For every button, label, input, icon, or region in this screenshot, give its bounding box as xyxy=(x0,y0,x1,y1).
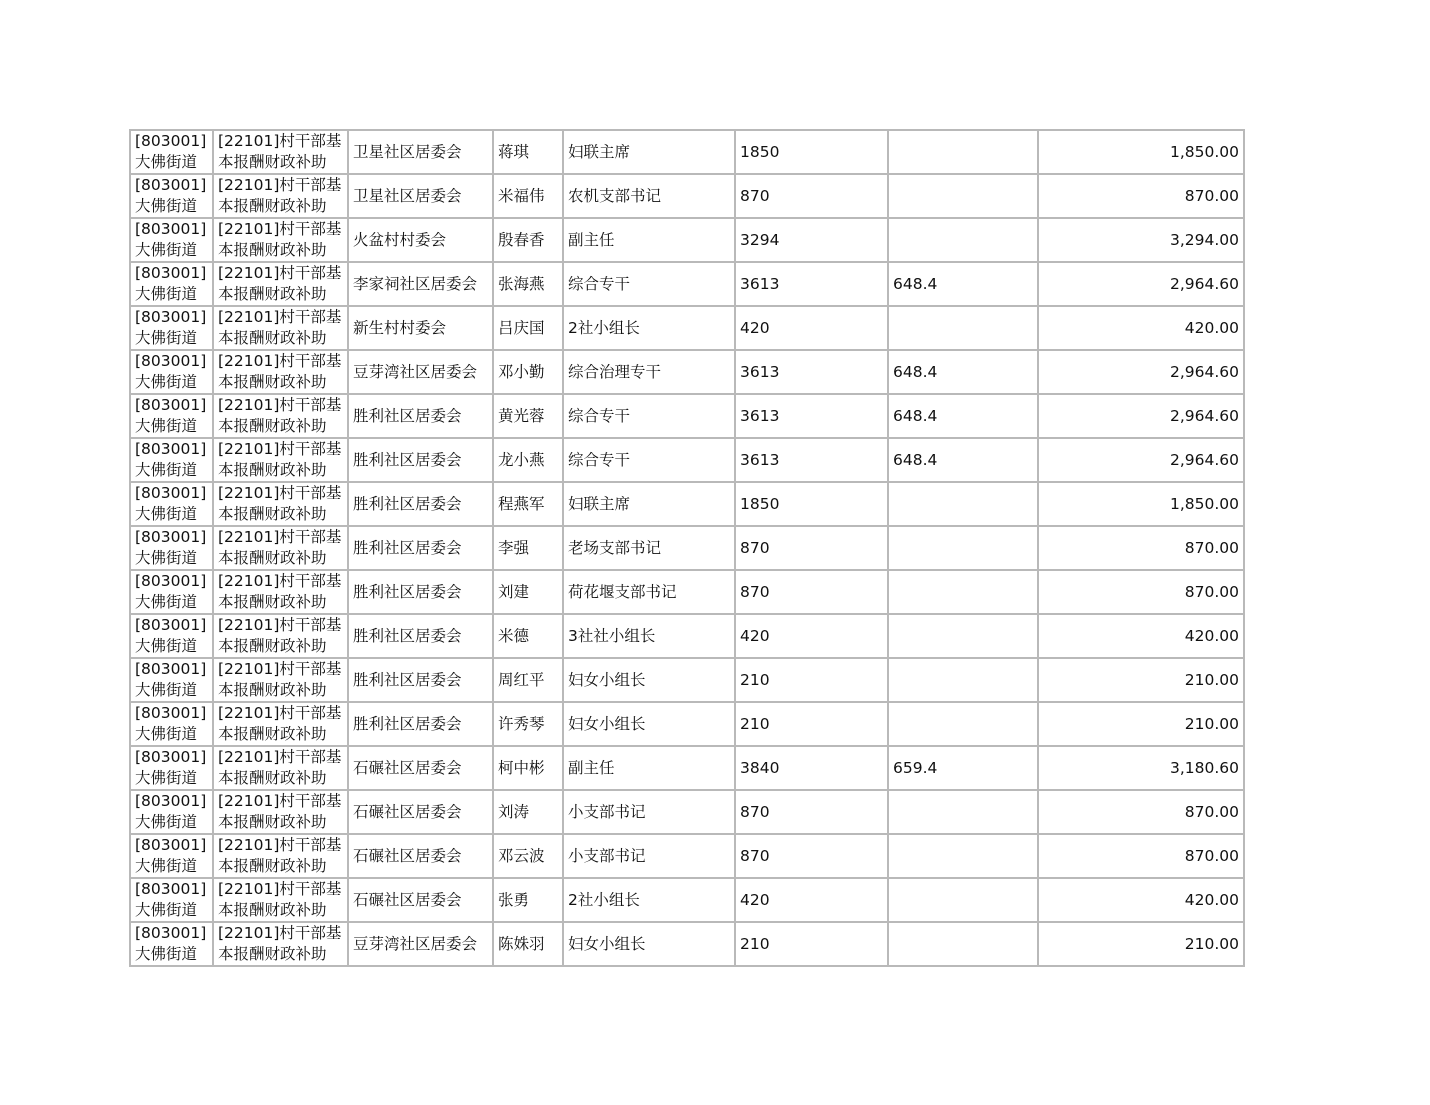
cell-amount: 870 xyxy=(735,570,888,614)
cell-project-line: [22101]村干部基 xyxy=(218,572,342,590)
cell-position: 副主任 xyxy=(563,746,735,790)
cell-organization: 火盆村村委会 xyxy=(348,218,493,262)
cell-unit-line: 大佛街道 xyxy=(135,813,198,831)
cell-unit-line: [803001] xyxy=(135,176,207,194)
cell-project-line: [22101]村干部基 xyxy=(218,484,342,502)
cell-organization: 石碾社区居委会 xyxy=(348,790,493,834)
cell-amount: 3613 xyxy=(735,438,888,482)
cell-organization: 石碾社区居委会 xyxy=(348,746,493,790)
table-row xyxy=(130,130,1244,174)
cell-unit-line: 大佛街道 xyxy=(135,153,198,171)
cell-project-line: 本报酬财政补助 xyxy=(218,549,327,567)
cell-project-line: 本报酬财政补助 xyxy=(218,593,327,611)
cell-project-line: [22101]村干部基 xyxy=(218,616,342,634)
cell-deduction xyxy=(888,570,1038,614)
cell-project xyxy=(213,262,348,306)
cell-total: 420.00 xyxy=(1038,878,1244,922)
table-row xyxy=(130,878,1244,922)
cell-project-line: 本报酬财政补助 xyxy=(218,637,327,655)
cell-unit-line: 大佛街道 xyxy=(135,725,198,743)
cell-unit xyxy=(130,482,213,526)
cell-unit-line: [803001] xyxy=(135,352,207,370)
cell-project xyxy=(213,702,348,746)
cell-amount: 210 xyxy=(735,922,888,966)
cell-unit xyxy=(130,262,213,306)
cell-unit-line: 大佛街道 xyxy=(135,945,198,963)
cell-project-line: 本报酬财政补助 xyxy=(218,813,327,831)
cell-position: 综合专干 xyxy=(563,262,735,306)
cell-unit xyxy=(130,570,213,614)
cell-amount: 210 xyxy=(735,702,888,746)
cell-position: 小支部书记 xyxy=(563,790,735,834)
cell-unit-line: [803001] xyxy=(135,660,207,678)
cell-unit-line: [803001] xyxy=(135,132,207,150)
cell-unit-line: [803001] xyxy=(135,616,207,634)
cell-project-line: [22101]村干部基 xyxy=(218,352,342,370)
cell-unit-line: 大佛街道 xyxy=(135,285,198,303)
cell-deduction xyxy=(888,658,1038,702)
cell-organization: 胜利社区居委会 xyxy=(348,482,493,526)
cell-project xyxy=(213,174,348,218)
cell-project-line: 本报酬财政补助 xyxy=(218,329,327,347)
cell-unit-line: [803001] xyxy=(135,748,207,766)
cell-project-line: 本报酬财政补助 xyxy=(218,197,327,215)
cell-name: 张海燕 xyxy=(493,262,563,306)
subsidy-table xyxy=(129,129,1245,967)
cell-name: 米福伟 xyxy=(493,174,563,218)
cell-unit xyxy=(130,878,213,922)
cell-deduction xyxy=(888,306,1038,350)
cell-project xyxy=(213,922,348,966)
cell-unit xyxy=(130,218,213,262)
cell-deduction xyxy=(888,218,1038,262)
cell-project-line: 本报酬财政补助 xyxy=(218,153,327,171)
cell-position: 副主任 xyxy=(563,218,735,262)
cell-amount: 3613 xyxy=(735,350,888,394)
cell-position: 妇女小组长 xyxy=(563,658,735,702)
cell-amount: 3294 xyxy=(735,218,888,262)
cell-organization: 豆芽湾社区居委会 xyxy=(348,350,493,394)
cell-unit-line: [803001] xyxy=(135,924,207,942)
cell-project-line: [22101]村干部基 xyxy=(218,836,342,854)
table-row xyxy=(130,834,1244,878)
cell-project-line: 本报酬财政补助 xyxy=(218,461,327,479)
cell-project-line: 本报酬财政补助 xyxy=(218,901,327,919)
cell-project xyxy=(213,658,348,702)
cell-total: 2,964.60 xyxy=(1038,350,1244,394)
cell-name: 张勇 xyxy=(493,878,563,922)
table-row xyxy=(130,482,1244,526)
cell-project-line: [22101]村干部基 xyxy=(218,792,342,810)
table-row xyxy=(130,174,1244,218)
cell-total: 3,294.00 xyxy=(1038,218,1244,262)
cell-unit-line: [803001] xyxy=(135,440,207,458)
cell-deduction xyxy=(888,130,1038,174)
cell-position: 农机支部书记 xyxy=(563,174,735,218)
cell-project-line: [22101]村干部基 xyxy=(218,308,342,326)
cell-unit-line: 大佛街道 xyxy=(135,637,198,655)
cell-name: 邓云波 xyxy=(493,834,563,878)
cell-unit-line: [803001] xyxy=(135,484,207,502)
cell-organization: 卫星社区居委会 xyxy=(348,174,493,218)
cell-total: 870.00 xyxy=(1038,570,1244,614)
cell-unit xyxy=(130,438,213,482)
cell-unit-line: 大佛街道 xyxy=(135,857,198,875)
cell-name: 黄光蓉 xyxy=(493,394,563,438)
cell-amount: 3840 xyxy=(735,746,888,790)
cell-deduction xyxy=(888,702,1038,746)
cell-project-line: 本报酬财政补助 xyxy=(218,857,327,875)
table-row xyxy=(130,438,1244,482)
table-body xyxy=(130,130,1244,966)
cell-unit-line: 大佛街道 xyxy=(135,505,198,523)
cell-deduction xyxy=(888,878,1038,922)
cell-amount: 1850 xyxy=(735,482,888,526)
cell-unit-line: [803001] xyxy=(135,572,207,590)
cell-position: 妇联主席 xyxy=(563,130,735,174)
cell-deduction: 648.4 xyxy=(888,350,1038,394)
cell-organization: 豆芽湾社区居委会 xyxy=(348,922,493,966)
cell-name: 刘涛 xyxy=(493,790,563,834)
cell-amount: 3613 xyxy=(735,394,888,438)
cell-unit-line: 大佛街道 xyxy=(135,769,198,787)
cell-position: 老场支部书记 xyxy=(563,526,735,570)
cell-project-line: [22101]村干部基 xyxy=(218,528,342,546)
cell-project xyxy=(213,614,348,658)
cell-deduction xyxy=(888,174,1038,218)
cell-project xyxy=(213,878,348,922)
cell-organization: 石碾社区居委会 xyxy=(348,834,493,878)
cell-project xyxy=(213,746,348,790)
cell-name: 陈姝羽 xyxy=(493,922,563,966)
cell-project-line: [22101]村干部基 xyxy=(218,132,342,150)
cell-position: 小支部书记 xyxy=(563,834,735,878)
cell-name: 蒋琪 xyxy=(493,130,563,174)
cell-unit-line: [803001] xyxy=(135,308,207,326)
cell-project xyxy=(213,130,348,174)
cell-position: 2社小组长 xyxy=(563,306,735,350)
cell-project xyxy=(213,790,348,834)
table-row xyxy=(130,746,1244,790)
cell-total: 3,180.60 xyxy=(1038,746,1244,790)
cell-project-line: [22101]村干部基 xyxy=(218,660,342,678)
cell-position: 2社小组长 xyxy=(563,878,735,922)
table-row xyxy=(130,614,1244,658)
cell-project-line: [22101]村干部基 xyxy=(218,220,342,238)
cell-project-line: [22101]村干部基 xyxy=(218,440,342,458)
cell-project xyxy=(213,526,348,570)
cell-total: 210.00 xyxy=(1038,658,1244,702)
cell-unit-line: [803001] xyxy=(135,836,207,854)
cell-name: 邓小勤 xyxy=(493,350,563,394)
cell-project-line: [22101]村干部基 xyxy=(218,176,342,194)
cell-amount: 1850 xyxy=(735,130,888,174)
cell-project-line: [22101]村干部基 xyxy=(218,924,342,942)
cell-deduction xyxy=(888,482,1038,526)
cell-total: 420.00 xyxy=(1038,306,1244,350)
cell-deduction xyxy=(888,790,1038,834)
table-row xyxy=(130,702,1244,746)
cell-project-line: 本报酬财政补助 xyxy=(218,285,327,303)
table-row xyxy=(130,570,1244,614)
cell-position: 综合专干 xyxy=(563,438,735,482)
cell-total: 420.00 xyxy=(1038,614,1244,658)
cell-project xyxy=(213,218,348,262)
cell-organization: 胜利社区居委会 xyxy=(348,526,493,570)
cell-position: 妇联主席 xyxy=(563,482,735,526)
cell-amount: 870 xyxy=(735,174,888,218)
cell-unit xyxy=(130,174,213,218)
table-row xyxy=(130,922,1244,966)
cell-project xyxy=(213,350,348,394)
cell-project-line: [22101]村干部基 xyxy=(218,748,342,766)
cell-position: 综合治理专干 xyxy=(563,350,735,394)
cell-amount: 870 xyxy=(735,526,888,570)
cell-unit-line: 大佛街道 xyxy=(135,593,198,611)
cell-total: 2,964.60 xyxy=(1038,394,1244,438)
cell-organization: 石碾社区居委会 xyxy=(348,878,493,922)
cell-total: 1,850.00 xyxy=(1038,130,1244,174)
cell-unit xyxy=(130,702,213,746)
cell-deduction xyxy=(888,526,1038,570)
cell-unit xyxy=(130,834,213,878)
cell-unit-line: 大佛街道 xyxy=(135,241,198,259)
cell-unit xyxy=(130,394,213,438)
cell-project-line: 本报酬财政补助 xyxy=(218,945,327,963)
cell-project xyxy=(213,482,348,526)
cell-total: 870.00 xyxy=(1038,790,1244,834)
cell-project xyxy=(213,394,348,438)
cell-unit-line: 大佛街道 xyxy=(135,329,198,347)
cell-unit xyxy=(130,746,213,790)
table-row xyxy=(130,218,1244,262)
table-row xyxy=(130,262,1244,306)
cell-name: 米德 xyxy=(493,614,563,658)
cell-unit xyxy=(130,790,213,834)
cell-project-line: 本报酬财政补助 xyxy=(218,769,327,787)
cell-deduction xyxy=(888,922,1038,966)
cell-project-line: 本报酬财政补助 xyxy=(218,681,327,699)
table-row xyxy=(130,394,1244,438)
cell-project-line: 本报酬财政补助 xyxy=(218,725,327,743)
cell-amount: 420 xyxy=(735,878,888,922)
cell-deduction xyxy=(888,834,1038,878)
cell-unit xyxy=(130,614,213,658)
cell-position: 妇女小组长 xyxy=(563,702,735,746)
cell-organization: 胜利社区居委会 xyxy=(348,702,493,746)
cell-total: 210.00 xyxy=(1038,922,1244,966)
cell-total: 870.00 xyxy=(1038,174,1244,218)
cell-name: 刘建 xyxy=(493,570,563,614)
cell-name: 龙小燕 xyxy=(493,438,563,482)
cell-position: 综合专干 xyxy=(563,394,735,438)
cell-unit xyxy=(130,922,213,966)
cell-unit-line: [803001] xyxy=(135,528,207,546)
cell-unit xyxy=(130,658,213,702)
cell-unit-line: [803001] xyxy=(135,396,207,414)
cell-project-line: 本报酬财政补助 xyxy=(218,417,327,435)
cell-amount: 420 xyxy=(735,614,888,658)
cell-organization: 胜利社区居委会 xyxy=(348,570,493,614)
cell-project-line: 本报酬财政补助 xyxy=(218,241,327,259)
cell-name: 柯中彬 xyxy=(493,746,563,790)
cell-organization: 新生村村委会 xyxy=(348,306,493,350)
cell-organization: 卫星社区居委会 xyxy=(348,130,493,174)
cell-unit-line: 大佛街道 xyxy=(135,901,198,919)
cell-total: 2,964.60 xyxy=(1038,262,1244,306)
cell-name: 殷春香 xyxy=(493,218,563,262)
cell-project xyxy=(213,306,348,350)
cell-unit-line: 大佛街道 xyxy=(135,373,198,391)
cell-project-line: [22101]村干部基 xyxy=(218,880,342,898)
table-row xyxy=(130,526,1244,570)
cell-deduction: 648.4 xyxy=(888,262,1038,306)
cell-unit-line: [803001] xyxy=(135,264,207,282)
cell-name: 李强 xyxy=(493,526,563,570)
cell-unit-line: [803001] xyxy=(135,792,207,810)
cell-organization: 胜利社区居委会 xyxy=(348,394,493,438)
cell-project-line: [22101]村干部基 xyxy=(218,264,342,282)
cell-project-line: 本报酬财政补助 xyxy=(218,505,327,523)
cell-position: 3社社小组长 xyxy=(563,614,735,658)
cell-total: 870.00 xyxy=(1038,834,1244,878)
cell-organization: 胜利社区居委会 xyxy=(348,614,493,658)
cell-name: 周红平 xyxy=(493,658,563,702)
cell-organization: 胜利社区居委会 xyxy=(348,438,493,482)
table-row xyxy=(130,658,1244,702)
cell-unit-line: 大佛街道 xyxy=(135,417,198,435)
cell-name: 程燕军 xyxy=(493,482,563,526)
cell-project xyxy=(213,438,348,482)
cell-project-line: 本报酬财政补助 xyxy=(218,373,327,391)
cell-unit xyxy=(130,306,213,350)
cell-unit-line: 大佛街道 xyxy=(135,461,198,479)
cell-project xyxy=(213,570,348,614)
cell-project xyxy=(213,834,348,878)
cell-position: 荷花堰支部书记 xyxy=(563,570,735,614)
cell-deduction xyxy=(888,614,1038,658)
table-row xyxy=(130,306,1244,350)
cell-unit xyxy=(130,130,213,174)
cell-total: 870.00 xyxy=(1038,526,1244,570)
cell-amount: 420 xyxy=(735,306,888,350)
cell-project-line: [22101]村干部基 xyxy=(218,704,342,722)
cell-name: 许秀琴 xyxy=(493,702,563,746)
cell-project-line: [22101]村干部基 xyxy=(218,396,342,414)
cell-unit-line: [803001] xyxy=(135,220,207,238)
cell-total: 2,964.60 xyxy=(1038,438,1244,482)
cell-amount: 3613 xyxy=(735,262,888,306)
cell-unit-line: 大佛街道 xyxy=(135,197,198,215)
cell-total: 210.00 xyxy=(1038,702,1244,746)
cell-amount: 870 xyxy=(735,834,888,878)
cell-unit-line: 大佛街道 xyxy=(135,681,198,699)
cell-amount: 210 xyxy=(735,658,888,702)
cell-deduction: 648.4 xyxy=(888,394,1038,438)
cell-unit xyxy=(130,350,213,394)
cell-amount: 870 xyxy=(735,790,888,834)
cell-deduction: 659.4 xyxy=(888,746,1038,790)
cell-unit-line: [803001] xyxy=(135,880,207,898)
cell-total: 1,850.00 xyxy=(1038,482,1244,526)
cell-unit-line: 大佛街道 xyxy=(135,549,198,567)
cell-deduction: 648.4 xyxy=(888,438,1038,482)
cell-name: 吕庆国 xyxy=(493,306,563,350)
cell-unit-line: [803001] xyxy=(135,704,207,722)
table-row xyxy=(130,350,1244,394)
cell-organization: 李家祠社区居委会 xyxy=(348,262,493,306)
cell-organization: 胜利社区居委会 xyxy=(348,658,493,702)
cell-position: 妇女小组长 xyxy=(563,922,735,966)
cell-unit xyxy=(130,526,213,570)
table-row xyxy=(130,790,1244,834)
